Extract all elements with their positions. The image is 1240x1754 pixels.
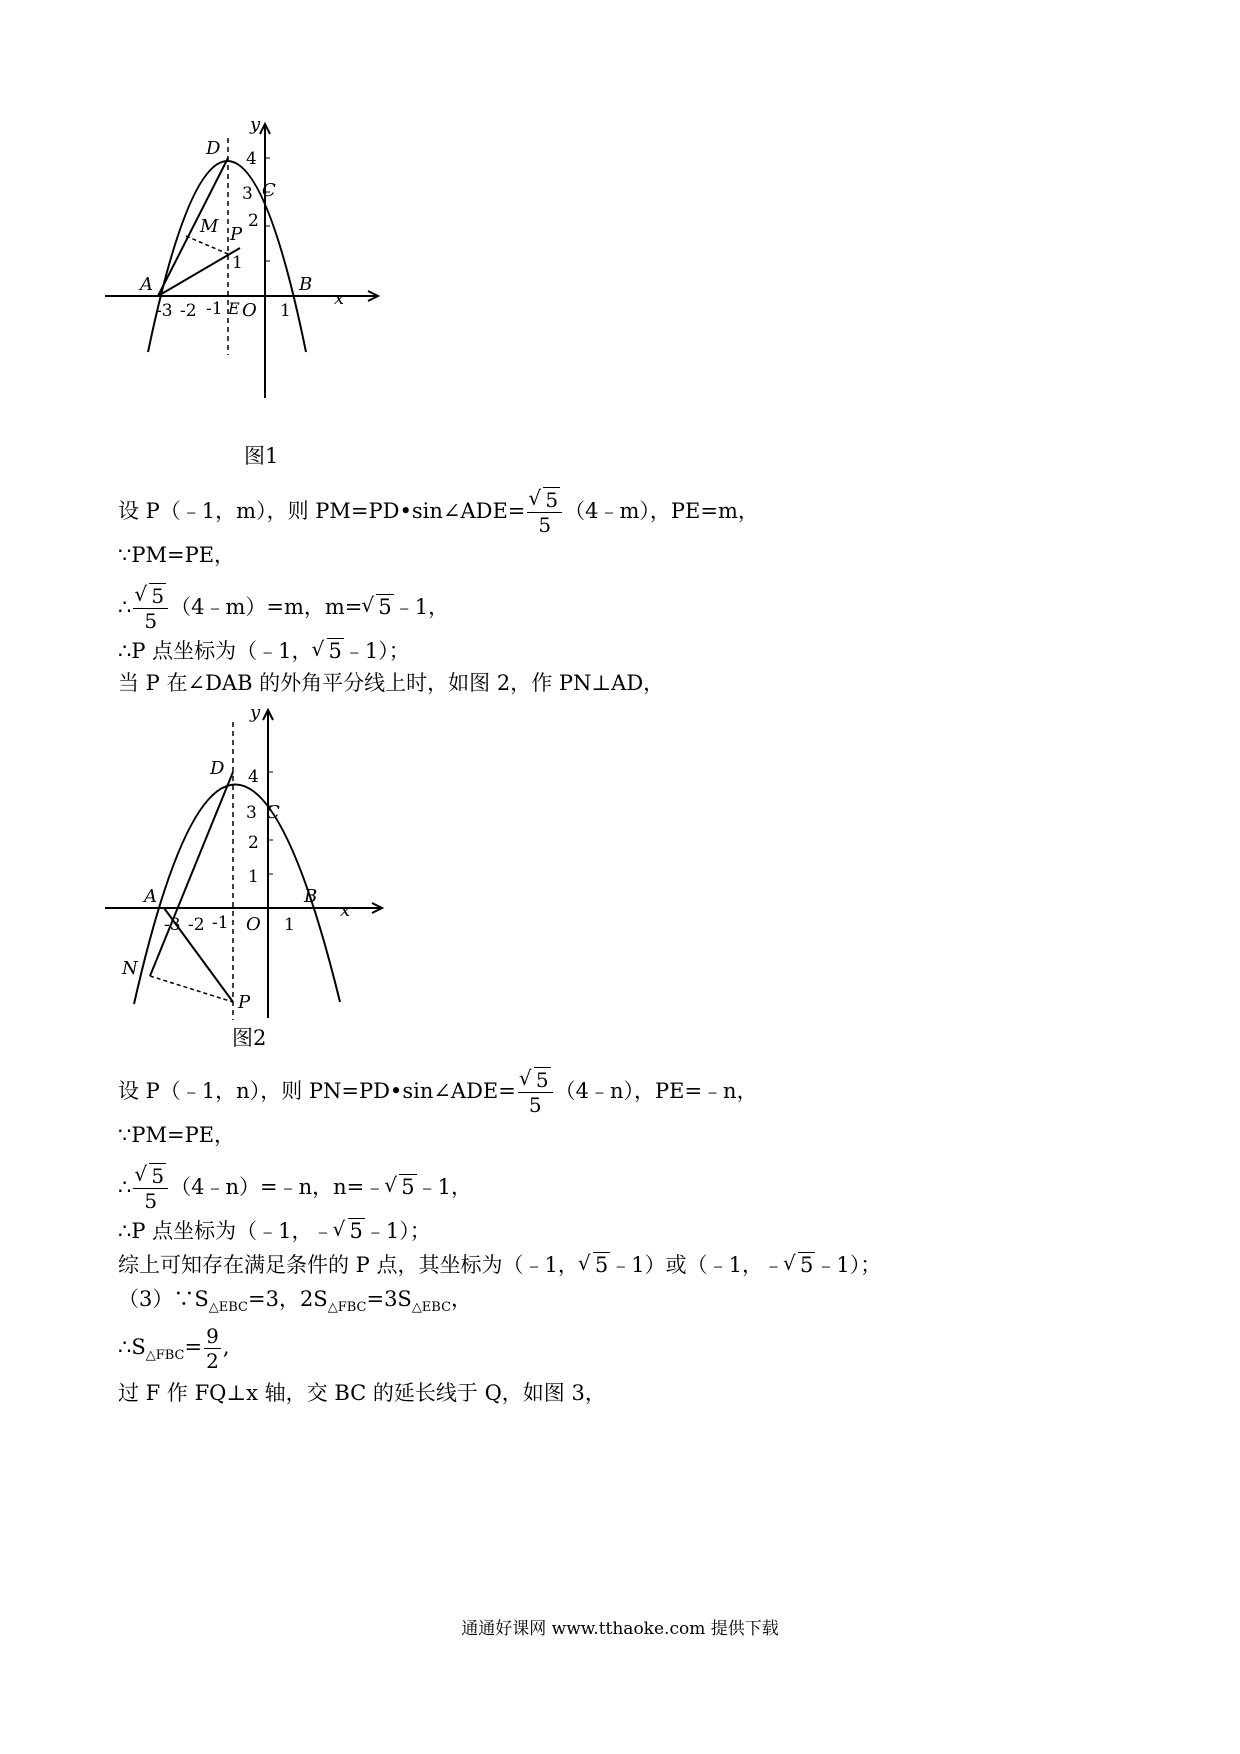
tick-y-1: 1 (232, 253, 243, 273)
line-8: ∴ √ $\frac{5}{5}$ （4﹣n）=﹣n，n=﹣√ 5﹣1， (118, 1164, 472, 1213)
line-5: 当 P 在∠DAB 的外角平分线上时，如图 2，作 PN⊥AD， (118, 671, 665, 695)
tick-x-m2: -2 (180, 301, 197, 321)
figure-1 (100, 120, 400, 420)
segment-NP (150, 976, 233, 1002)
svg-text:N: N (122, 958, 138, 979)
line-7: ∵PM=PE， (118, 1123, 236, 1147)
svg-text:y: y (250, 702, 261, 723)
svg-text:C: C (266, 802, 280, 823)
figure-2-caption: 图2 (232, 1026, 267, 1050)
svg-text:-2: -2 (188, 915, 205, 935)
svg-text:1: 1 (248, 867, 259, 887)
tick-y-2: 2 (248, 211, 259, 231)
fraction-sqrt5-over-5: √ $\frac{5}{5}$ (527, 488, 562, 537)
svg-text:2: 2 (248, 833, 259, 853)
line-1: 设 P（﹣1，m），则 PM=PD•sin∠ADE= √ $\frac{5}{5}$ （4﹣m），PE=m， (118, 488, 759, 537)
svg-text:x: x (340, 900, 351, 921)
svg-text:3: 3 (246, 803, 257, 823)
line-4: ∴P 点坐标为（﹣1，√ 5﹣1）； (118, 636, 410, 666)
page-footer: 通通好课网 www.tthaoke.com 提供下载 (461, 1619, 779, 1639)
tick-x-m1: -1 (206, 299, 223, 319)
figure-1-caption: 图1 (244, 444, 279, 468)
line-12: $\therefore S_{\triangle FBC}=$ $\frac{9}{2}$ , (118, 1324, 230, 1373)
line-9: ∴P 点坐标为（﹣1，﹣√ 5﹣1）； (118, 1216, 431, 1246)
label-D: D (206, 138, 221, 159)
line-10: 综上可知存在满足条件的 P 点，其坐标为（﹣1，√ 5﹣1）或（﹣1，﹣√ 5﹣1）； (118, 1250, 881, 1280)
svg-text:D: D (210, 758, 225, 779)
line-2: ∵PM=PE， (118, 543, 236, 567)
line-6: 设 P（﹣1，n），则 PN=PD•sin∠ADE= √ $\frac{5}{5}$ （4﹣n），PE=﹣n， (118, 1068, 758, 1117)
svg-text:1: 1 (284, 915, 295, 935)
tick-y-3: 3 (242, 184, 253, 204)
svg-text:-1: -1 (212, 913, 229, 933)
line-13: 过 F 作 FQ⊥x 轴，交 BC 的延长线于 Q，如图 3， (118, 1381, 606, 1405)
label-x: x (334, 288, 345, 309)
line-11: $(3)\because S_{\triangle EBC}=3$，$2S_{\triangle FBC}=3S_{\triangle EBC}$， (118, 1287, 473, 1316)
tick-x-1: 1 (280, 301, 291, 321)
svg-text:A: A (144, 886, 157, 907)
figure-2 (100, 700, 400, 1020)
label-M: M (200, 216, 219, 237)
line-3: ∴ √ $\frac{5}{5}$ （4﹣m）=m，m=√ 5﹣1， (118, 584, 449, 633)
label-O: O (242, 300, 257, 321)
label-P: P (230, 224, 243, 245)
label-A: A (140, 274, 153, 295)
label-y: y (250, 120, 261, 135)
svg-text:-3: -3 (164, 915, 181, 935)
label-C: C (262, 180, 276, 201)
tick-x-m3: -3 (156, 301, 173, 321)
svg-text:4: 4 (248, 767, 259, 787)
label-E: E (228, 299, 240, 318)
svg-text:P: P (238, 992, 251, 1013)
tick-y-4: 4 (246, 149, 257, 169)
label-B: B (299, 274, 313, 295)
svg-text:O: O (246, 914, 261, 935)
svg-text:B: B (304, 886, 318, 907)
segment-PM (186, 236, 228, 254)
